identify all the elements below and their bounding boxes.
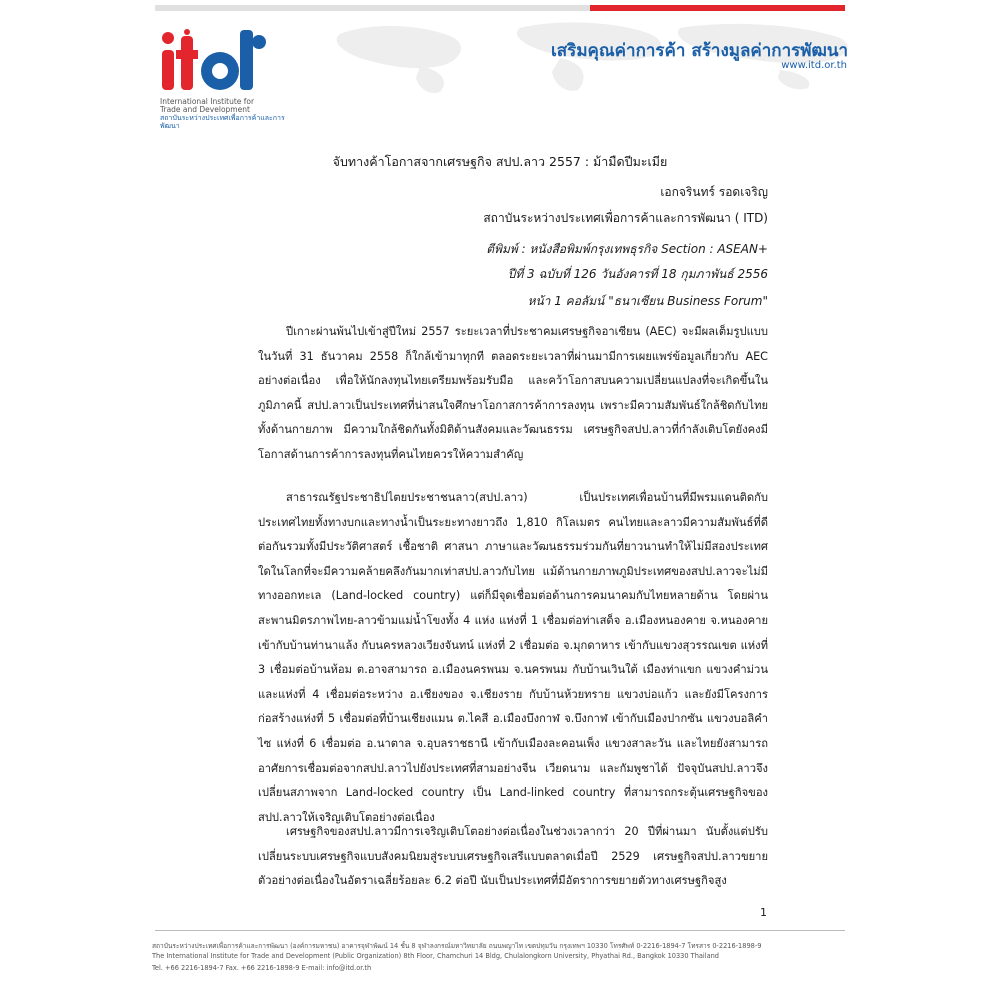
footer-divider: [155, 930, 845, 931]
footer-address-th: สถาบันระหว่างประเทศเพื่อการค้าและการพัฒนา (องค์การมหาชน) อาคารจุฬาพัฒน์ 14 ชั้น 8 จุฬาลงกรณ์มหาวิทยาลัย ถนนพญาไท เขตปทุมวัน กรุงเทพฯ 10330 โทรศัพท์ 0-2216-1894-7 โทรสาร 0-2216-1898-9: [152, 942, 762, 950]
footer-contact: Tel. +66 2216-1894-7 Fax. +66 2216-1898-9 E-mail: info@itd.or.th: [152, 964, 372, 972]
header-accent-bar: [590, 5, 845, 11]
body-paragraph-1: ปีเกาะผ่านพ้นไปเข้าสู่ปีใหม่ 2557 ระยะเวลาที่ประชาคมเศรษฐกิจอาเซียน (AEC) จะมีผลเต็มรูปแบบในวันที่ 31 ธันวาคม 2558 ก็ใกล้เข้ามาทุกที ตลอดระยะเวลาที่ผ่านมามีการเผยแพร่ข้อมูลเกี่ยวกับ AEC อย่างต่อเนื่อง เพื่อให้นักลงทุนไทยเตรียมพร้อมรับมือ และคว้าโอกาสบนความเปลี่ยนแปลงที่จะเกิดขึ้นในภูมิภาคนี้ สปป.ลาวเป็นประเทศที่น่าสนใจศึกษาโอกาสการค้าการลงทุน เพราะมีความสัมพันธ์ใกล้ชิดกับไทยทั้งด้านกายภาพ มีความใกล้ชิดกันทั้งมิติด้านสังคมและวัฒนธรรม เศรษฐกิจสปป.ลาวที่กำลังเติบโตยังคงมีโอกาสด้านการค้าการลงทุนที่คนไทยควรให้ความสำคัญ: [258, 325, 768, 461]
publication-info: ตีพิมพ์ : หนังสือพิมพ์กรุงเทพธุรกิจ Section : ASEAN+: [486, 242, 768, 256]
body-paragraph-3: เศรษฐกิจของสปป.ลาวมีการเจริญเติบโตอย่างต่อเนื่องในช่วงเวลากว่า 20 ปีที่ผ่านมา นับตั้งแต่ปรับเปลี่ยนระบบเศรษฐกิจแบบสังคมนิยมสู่ระบบเศรษฐกิจเสรีแบบตลาดเมื่อปี 2529 เศรษฐกิจสปป.ลาวขยายตัวอย่างต่อเนื่องในอัตราเฉลี่ยร้อยละ 6.2 ต่อปี นับเป็นประเทศที่มีอัตราการขยายตัวทางเศรษฐกิจสูง: [258, 825, 768, 888]
page-reference: หน้า 1 คอลัมน์ "ธนาเซียน Business Forum": [527, 294, 768, 308]
logo-subtitle-en-2: Trade and Development: [160, 105, 250, 114]
document-title: จับทางค้าโอกาสจากเศรษฐกิจ สปป.ลาว 2557 : ม้ามืดปีมะเมีย: [332, 154, 668, 169]
itd-logo: [158, 28, 285, 130]
author-name: เอกจรินทร์ รอดเจริญ: [660, 185, 768, 199]
header-website-link[interactable]: www.itd.or.th: [781, 60, 847, 71]
logo-subtitle-en-1: International Institute for: [160, 97, 255, 106]
page-number: 1: [760, 906, 767, 919]
author-institute: สถาบันระหว่างประเทศเพื่อการค้าและการพัฒนา ( ITD): [483, 211, 768, 225]
itd-logo-mark-icon: [158, 28, 273, 98]
logo-subtitle: [160, 98, 290, 130]
footer-address-en: The International Institute for Trade and Development (Public Organization) 8th Floor, Chamchuri 14 Bldg, Chulalongkorn University, Phyathai Rd., Bangkok 10330 Thailand: [152, 952, 719, 960]
issue-info: ปีที่ 3 ฉบับที่ 126 วันอังคารที่ 18 กุมภาพันธ์ 2556: [507, 267, 768, 281]
logo-subtitle-th: สถาบันระหว่างประเทศเพื่อการค้าและการพัฒนา: [160, 114, 285, 130]
header-slogan: เสริมคุณค่าการค้า สร้างมูลค่าการพัฒนา: [551, 41, 848, 61]
body-paragraph-2: สาธารณรัฐประชาธิปไตยประชาชนลาว(สปป.ลาว) เป็นประเทศเพื่อนบ้านที่มีพรมแดนติดกับประเทศไทยทั้งทางบกและทางน้ำเป็นระยะทางยาวถึง 1,810 กิโลเมตร คนไทยและลาวมีความสัมพันธ์ที่ดีต่อกันรวมทั้งมีประวัติศาสตร์ เชื้อชาติ ศาสนา ภาษาและวัฒนธรรมร่วมกันที่ยาวนานทำให้ไม่มีสองประเทศใดในโลกที่จะมีความคล้ายคลึงกันมากเท่าสปป.ลาวกับไทย แม้ด้านกายภาพภูมิประเทศของสปป.ลาวจะไม่มีทางออกทะเล (Land-locked country) แต่ก็มีจุดเชื่อมต่อด้านการคมนาคมกับไทยหลายด้าน โดยผ่านสะพานมิตรภาพไทย-ลาวข้ามแม่น้ำโขงทั้ง 4 แห่ง แห่งที่ 1 เชื่อมต่อท่าเสด็จ อ.เมืองหนองคาย จ.หนองคาย เข้ากับบ้านท่านาแล้ง กับนครหลวงเวียงจันทน์ แห่งที่ 2 เชื่อมต่อ จ.มุกดาหาร เข้ากับแขวงสุวรรณเขต แห่งที่ 3 เชื่อมต่อบ้านห้อม ต.อาจสามารถ อ.เมืองนครพนม จ.นครพนม กับบ้านเวินใต้ เมืองท่าแขก แขวงคำม่วน และแห่งที่ 4 เชื่อมต่อระหว่าง อ.เชียงของ จ.เชียงราย กับบ้านห้วยทราย แขวงบ่อแก้ว และยังมีโครงการก่อสร้างแห่งที่ 5 เชื่อมต่อที่บ้านเชียงแมน ต.ไคสี อ.เมืองบึงกาฬ จ.บึงกาฬ เข้ากับเมืองปากซัน แขวงบอลิคำไซ แห่งที่ 6 เชื่อมต่อ อ.นาตาล จ.อุบลราชธานี เข้ากับเมืองละคอนเพ็ง แขวงสาละวัน และไทยยังสามารถอาศัยการเชื่อมต่อจากสปป.ลาวไปยังประเทศที่สามอย่างจีน เวียดนาม และกัมพูชาได้ ปัจจุบันสปป.ลาวจึงเปลี่ยนสภาพจาก Land-locked country เป็น Land-linked country ที่สามารถกระตุ้นเศรษฐกิจของสปป.ลาวให้เจริญเติบโตอย่างต่อเนื่อง: [258, 491, 768, 824]
